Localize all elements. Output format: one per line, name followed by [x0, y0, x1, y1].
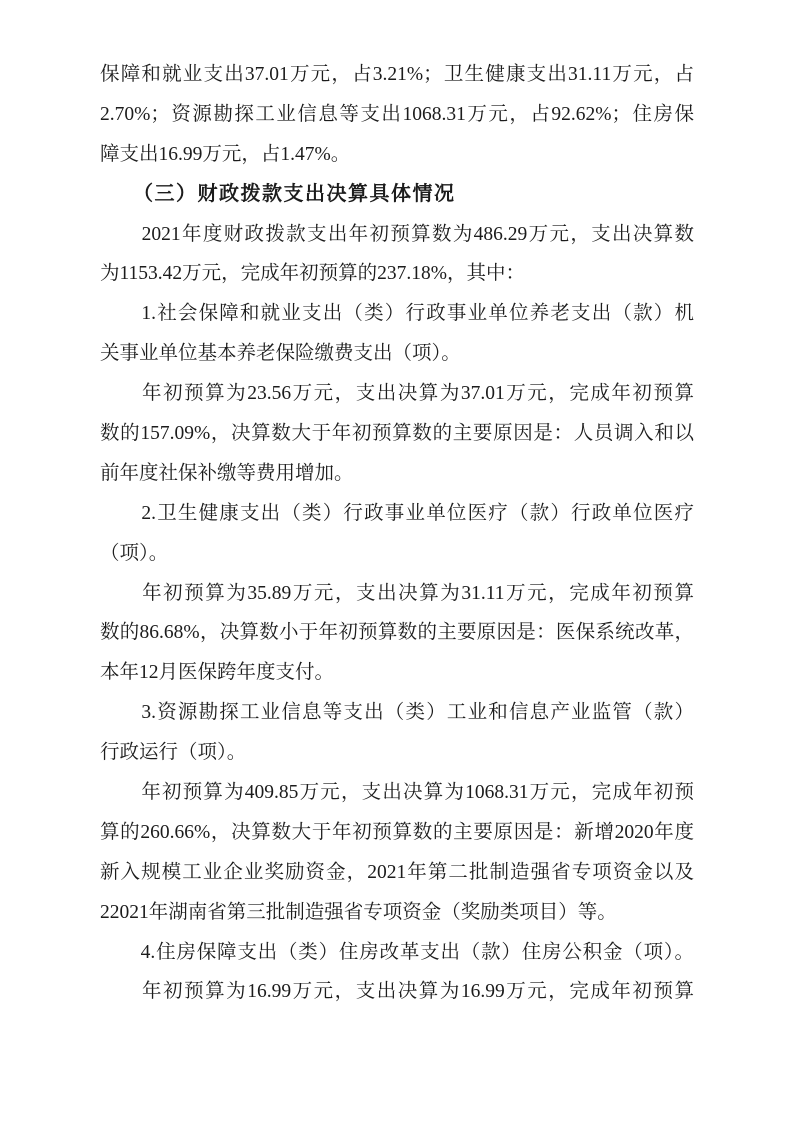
text-line: 1.社会保障和就业支出（类）行政事业单位养老支出（款）机	[100, 303, 694, 325]
text-line: 为1153.42万元，完成年初预算的237.18%，其中：	[100, 263, 526, 285]
text-line: 4.住房保障支出（类）住房改革支出（款）住房公积金（项）。	[100, 941, 694, 963]
text-line: 年初预算为35.89万元，支出决算为31.11万元，完成年初预算	[100, 582, 694, 604]
text-line: 障支出16.99万元，占1.47%。	[100, 143, 351, 165]
text-line: 行政运行（项）。	[100, 742, 247, 764]
text-line: 关事业单位基本养老保险缴费支出（项）。	[100, 343, 461, 365]
text-line: （项）。	[100, 542, 169, 564]
text-line: 新入规模工业企业奖励资金，2021年第二批制造强省专项资金以及	[100, 861, 694, 883]
text-line: 保障和就业支出37.01万元，占3.21%；卫生健康支出31.11万元，占	[100, 64, 694, 85]
text-line: 年初预算为23.56万元，支出决算为37.01万元，完成年初预算	[100, 383, 694, 405]
text-line: 前年度社保补缴等费用增加。	[100, 462, 354, 484]
text-line: 2.卫生健康支出（类）行政事业单位医疗（款）行政单位医疗	[100, 502, 694, 524]
text-line: 本年12月医保跨年度支付。	[100, 662, 335, 684]
section-heading: （三）财政拨款支出决算具体情况	[100, 182, 456, 205]
text-line: 算的260.66%，决算数大于年初预算数的主要原因是：新增2020年度	[100, 821, 694, 843]
text-line: 数的86.68%，决算数小于年初预算数的主要原因是：医保系统改革，	[100, 622, 694, 644]
text-line: 22021年湖南省第三批制造强省专项资金（奖励类项目）等。	[100, 901, 617, 923]
text-line: 3.资源勘探工业信息等支出（类）工业和信息产业监管（款）	[100, 702, 694, 724]
text-line: 年初预算为409.85万元，支出决算为1068.31万元，完成年初预	[100, 782, 694, 804]
text-line: 年初预算为16.99万元，支出决算为16.99万元，完成年初预算	[100, 981, 694, 1003]
text-line: 数的157.09%，决算数大于年初预算数的主要原因是：人员调入和以	[100, 423, 694, 445]
text-line: 2021年度财政拨款支出年初预算数为486.29万元，支出决算数	[100, 223, 694, 245]
text-line: 2.70%；资源勘探工业信息等支出1068.31万元，占92.62%；住房保	[100, 103, 694, 125]
